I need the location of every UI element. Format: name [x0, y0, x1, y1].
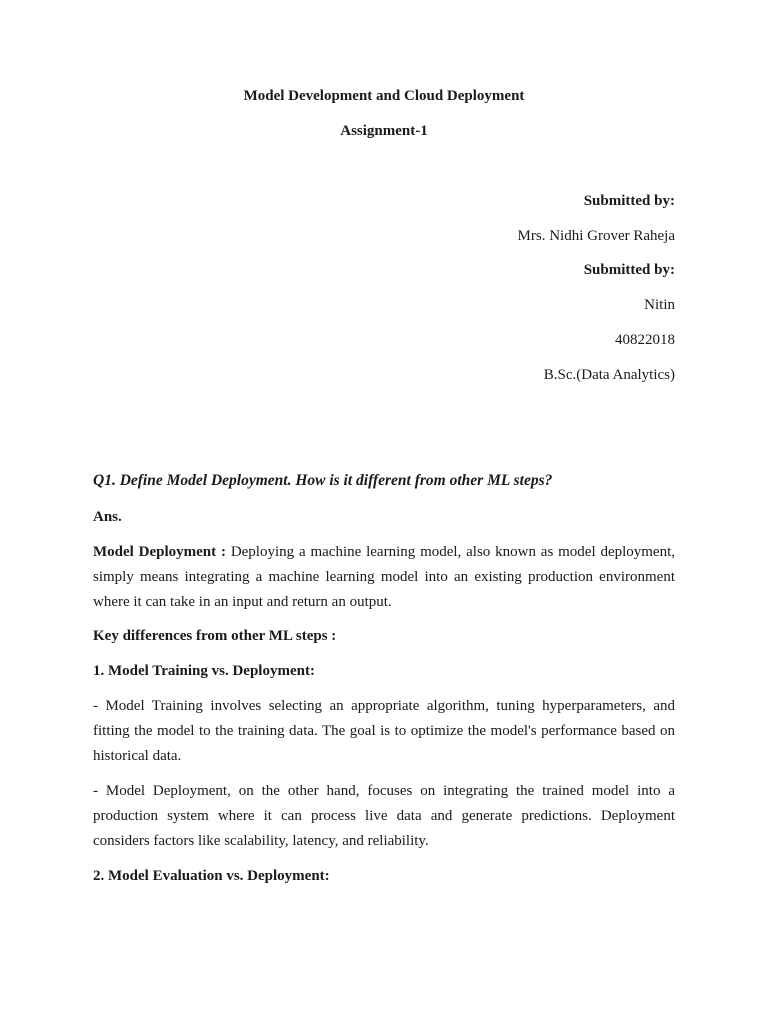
student-name: Nitin — [644, 297, 675, 313]
document-subtitle: Assignment-1 — [340, 123, 428, 139]
submitted-to-name: Mrs. Nidhi Grover Raheja — [517, 228, 675, 244]
section-1-paragraph-1: - Model Training involves selecting an appropriate algorithm, tuning hyperparameters, and fitting the model to the training data. The goal is to optimize the model's performance based on historical data. — [93, 698, 675, 764]
section-1-heading: 1. Model Training vs. Deployment: — [93, 663, 315, 679]
answer-label: Ans. — [93, 509, 122, 525]
definition-text: Deploying a machine learning model, also known as model deployment, simply means integrating a machine learning model into an existing production environment where it can take in an input and return an output. — [93, 544, 676, 610]
submitted-by-label: Submitted by: — [583, 262, 675, 278]
submitted-to-label: Submitted by: — [583, 193, 675, 209]
roll-number: 40822018 — [615, 332, 675, 348]
document-title: Model Development and Cloud Deployment — [243, 88, 525, 104]
definition-term: Model Deployment : — [93, 544, 226, 560]
key-differences-heading: Key differences from other ML steps : — [93, 628, 337, 644]
section-1-paragraph-2: - Model Deployment, on the other hand, focuses on integrating the trained model into a production system where it can process live data and generate predictions. Deployment considers factors like scalability, latency, and reliability. — [93, 783, 675, 849]
course-name: B.Sc.(Data Analytics) — [543, 367, 675, 383]
section-2-heading: 2. Model Evaluation vs. Deployment: — [93, 868, 330, 884]
definition-paragraph — [93, 540, 675, 615]
question-heading: Q1. Define Model Deployment. How is it different from other ML steps? — [93, 472, 553, 489]
